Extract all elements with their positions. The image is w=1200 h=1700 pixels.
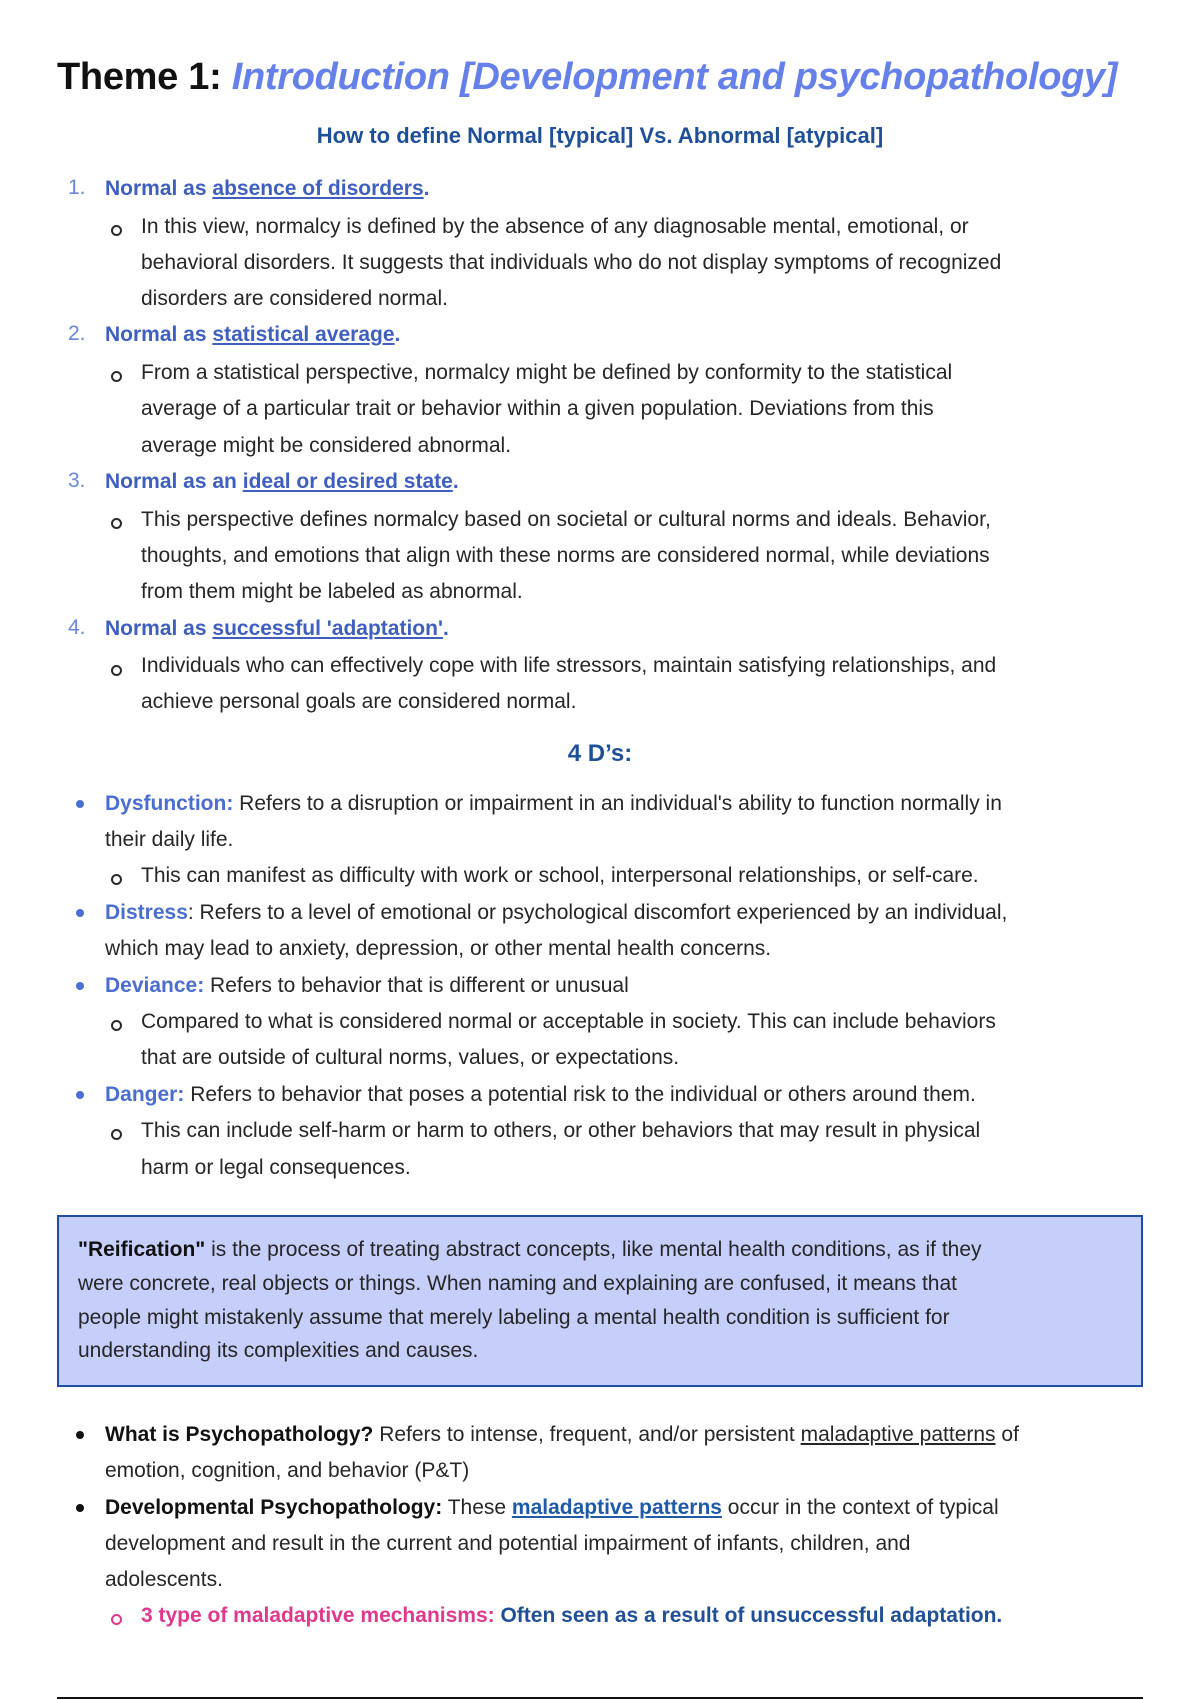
psychopathology-line xyxy=(105,1422,1019,1448)
bullet-dot-icon xyxy=(76,1504,84,1512)
hollow-bullet-icon xyxy=(111,225,122,236)
definition-text: : Refers to a level of emotional or psychological discomfort experienced by an individual, xyxy=(187,901,1008,924)
term-developmental-psychopathology: Developmental Psychopathology: xyxy=(105,1496,443,1519)
body-line: average of a particular trait or behavior within a given population. Deviations from this xyxy=(141,397,934,420)
developmental-psychopathology-line xyxy=(105,1495,999,1521)
body-line: from them might be labeled as abnormal. xyxy=(141,580,523,603)
body-line: This can manifest as difficulty with work or school, interpersonal relationships, or self-care. xyxy=(141,864,979,887)
maladaptive-patterns-link[interactable]: maladaptive patterns xyxy=(511,1496,722,1519)
list-number: 1. xyxy=(68,176,86,199)
title-prefix: Theme 1: xyxy=(57,56,232,98)
definition-text: Refers to behavior that is different or unusual xyxy=(204,974,629,997)
definition-tail: occur in the context of typical xyxy=(721,1496,999,1519)
mechanisms-text: Often seen as a result of unsuccessful adaptation. xyxy=(494,1604,1003,1627)
distress-line xyxy=(105,900,1007,926)
definition-text: These xyxy=(442,1496,512,1519)
body-line: adolescents. xyxy=(105,1568,223,1591)
hollow-bullet-icon xyxy=(111,371,122,382)
hollow-bullet-icon xyxy=(111,665,122,676)
underlined-phrase: maladaptive patterns xyxy=(800,1423,996,1446)
body-line: their daily life. xyxy=(105,828,234,851)
mechanisms-line xyxy=(141,1603,1002,1629)
bullet-dot-icon xyxy=(76,982,84,990)
section-heading-normal-vs-abnormal: How to define Normal [typical] Vs. Abnormal [atypical] xyxy=(316,123,884,148)
body-line: that are outside of cultural norms, values, or expectations. xyxy=(141,1046,680,1069)
body-line: understanding its complexities and causes. xyxy=(78,1339,479,1362)
bullet-dot-icon xyxy=(76,800,84,808)
hollow-bullet-icon xyxy=(111,518,122,529)
heading-lead: Normal as an xyxy=(105,470,243,493)
definition-text: Refers to intense, frequent, and/or persistent xyxy=(373,1423,801,1446)
body-line: In this view, normalcy is defined by the absence of any diagnosable mental, emotional, or xyxy=(141,215,969,238)
danger-line xyxy=(105,1082,976,1108)
term-reification: "Reification" xyxy=(78,1238,206,1261)
heading-lead: Normal as xyxy=(105,323,213,346)
reification-line xyxy=(78,1237,982,1263)
heading-lead: Normal as xyxy=(105,177,213,200)
bullet-dot-icon xyxy=(76,1091,84,1099)
list-item-heading xyxy=(105,616,449,642)
heading-tail: . xyxy=(442,617,449,640)
body-line: thoughts, and emotions that align with these norms are considered normal, while deviations xyxy=(141,544,990,567)
heading-tail: . xyxy=(452,470,459,493)
body-line: Individuals who can effectively cope with life stressors, maintain satisfying relationships, and xyxy=(141,654,997,677)
mechanisms-label: 3 type of maladaptive mechanisms: xyxy=(141,1604,495,1627)
list-number: 3. xyxy=(68,469,86,492)
definition-text: is the process of treating abstract concepts, like mental health conditions, as if they xyxy=(205,1238,982,1261)
body-line: people might mistakenly assume that merely labeling a mental health condition is sufficient for xyxy=(78,1306,950,1329)
dysfunction-line xyxy=(105,791,1002,817)
list-number: 2. xyxy=(68,322,86,345)
body-line: Compared to what is considered normal or acceptable in society. This can include behaviors xyxy=(141,1010,996,1033)
section-heading-four-ds: 4 D’s: xyxy=(567,740,633,767)
bullet-dot-icon xyxy=(76,909,84,917)
heading-link[interactable]: statistical average xyxy=(212,323,395,346)
list-item-heading xyxy=(105,176,429,202)
body-line: behavioral disorders. It suggests that individuals who do not display symptoms of recognized xyxy=(141,251,1002,274)
body-line: disorders are considered normal. xyxy=(141,287,448,310)
heading-link[interactable]: successful 'adaptation' xyxy=(212,617,443,640)
reification-callout-box xyxy=(57,1215,1143,1387)
hollow-bullet-icon xyxy=(111,1020,122,1031)
title-subtitle: Introduction [Development and psychopathology] xyxy=(231,56,1118,98)
list-item-heading xyxy=(105,469,459,495)
term-distress: Distress xyxy=(105,901,188,924)
definition-tail: of xyxy=(995,1423,1019,1446)
hollow-bullet-icon xyxy=(111,1614,122,1625)
bottom-divider xyxy=(57,1697,1143,1699)
body-line: From a statistical perspective, normalcy might be defined by conformity to the statistical xyxy=(141,361,953,384)
term-danger: Danger: xyxy=(105,1083,185,1106)
heading-tail: . xyxy=(394,323,401,346)
page-title xyxy=(57,56,1117,99)
heading-lead: Normal as xyxy=(105,617,213,640)
hollow-bullet-icon xyxy=(111,874,122,885)
definition-text: Refers to a disruption or impairment in an individual's ability to function normally in xyxy=(233,792,1002,815)
term-psychopathology: What is Psychopathology? xyxy=(105,1423,374,1446)
heading-link[interactable]: ideal or desired state xyxy=(242,470,453,493)
body-line: average might be considered abnormal. xyxy=(141,434,512,457)
body-line: This can include self-harm or harm to others, or other behaviors that may result in physical xyxy=(141,1119,981,1142)
body-line: which may lead to anxiety, depression, or other mental health concerns. xyxy=(105,937,772,960)
deviance-line xyxy=(105,973,629,999)
term-deviance: Deviance: xyxy=(105,974,205,997)
body-line: development and result in the current and potential impairment of infants, children, and xyxy=(105,1532,911,1555)
bullet-dot-icon xyxy=(76,1431,84,1439)
body-line: This perspective defines normalcy based on societal or cultural norms and ideals. Behavior, xyxy=(141,508,991,531)
heading-link[interactable]: absence of disorders xyxy=(212,177,424,200)
body-line: achieve personal goals are considered normal. xyxy=(141,690,577,713)
term-dysfunction: Dysfunction: xyxy=(105,792,234,815)
body-line: were concrete, real objects or things. When naming and explaining are confused, it means that xyxy=(78,1272,957,1295)
body-line: emotion, cognition, and behavior (P&T) xyxy=(105,1459,470,1482)
list-number: 4. xyxy=(68,616,86,639)
list-item-heading xyxy=(105,322,400,348)
heading-tail: . xyxy=(423,177,430,200)
definition-text: Refers to behavior that poses a potential risk to the individual or others around them. xyxy=(184,1083,976,1106)
body-line: harm or legal consequences. xyxy=(141,1156,411,1179)
hollow-bullet-icon xyxy=(111,1129,122,1140)
